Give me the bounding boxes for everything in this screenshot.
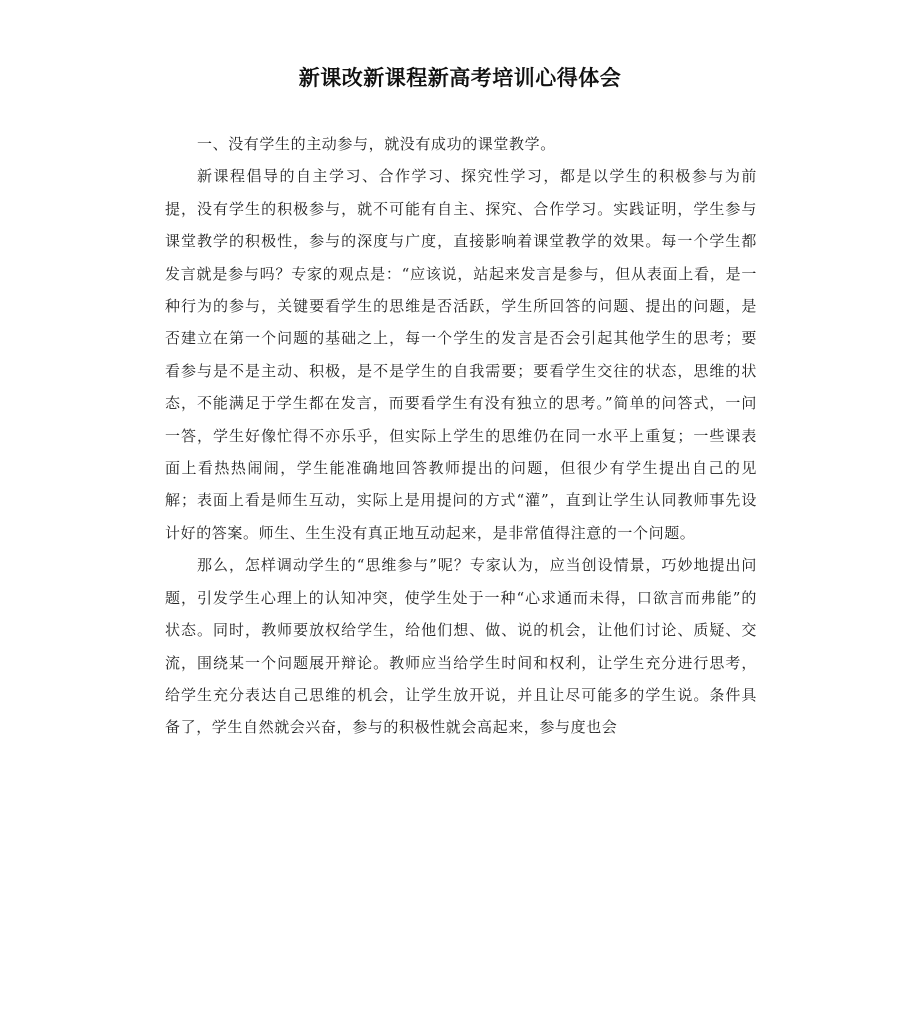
document-body bbox=[165, 128, 757, 744]
paragraph-thinking-participation: 那么，怎样调动学生的“思维参与”呢？专家认为，应当创设情景，巧妙地提出问题，引发学生心理上的认知冲突，使学生处于一种“心求通而未得，口欲言而弗能”的状态。同时，教师要放权给学生，给他们想、做、说的机会，让他们讨论、质疑、交流，围绕某一个问题展开辩论。教师应当给学生时间和权利，让学生充分进行思考，给学生充分表达自己思维的机会，让学生放开说，并且让尽可能多的学生说。条件具备了，学生自然就会兴奋，参与的积极性就会高起来，参与度也会 bbox=[165, 556, 757, 737]
document-title: 新课改新课程新高考培训心得体会 bbox=[298, 66, 622, 90]
paragraph-heading-one: 一、没有学生的主动参与，就没有成功的课堂教学。 bbox=[197, 135, 556, 153]
paragraph-participation: 新课程倡导的自主学习、合作学习、探究性学习，都是以学生的积极参与为前提，没有学生的积极参与，就不可能有自主、探究、合作学习。实践证明，学生参与课堂教学的积极性，参与的深度与广度，直接影响着课堂教学的效果。每一个学生都发言就是参与吗？专家的观点是：“应该说，站起来发言是参与，但从表面上看，是一种行为的参与，关键要看学生的思维是否活跃，学生所回答的问题、提出的问题，是否建立在第一个问题的基础之上，每一个学生的发言是否会引起其他学生的思考；要看参与是不是主动、积极，是不是学生的自我需要；要看学生交往的状态，思维的状态，不能满足于学生都在发言，而要看学生有没有独立的思考。”简单的问答式，一问一答，学生好像忙得不亦乐乎，但实际上学生的思维仍在同一水平上重复；一些课表面上看热热闹闹，学生能准确地回答教师提出的问题，但很少有学生提出自己的见解；表面上看是师生互动，实际上是用提问的方式“灌”，直到让学生认同教师事先设计好的答案。师生、生生没有真正地互动起来，是非常值得注意的一个问题。 bbox=[165, 167, 757, 542]
